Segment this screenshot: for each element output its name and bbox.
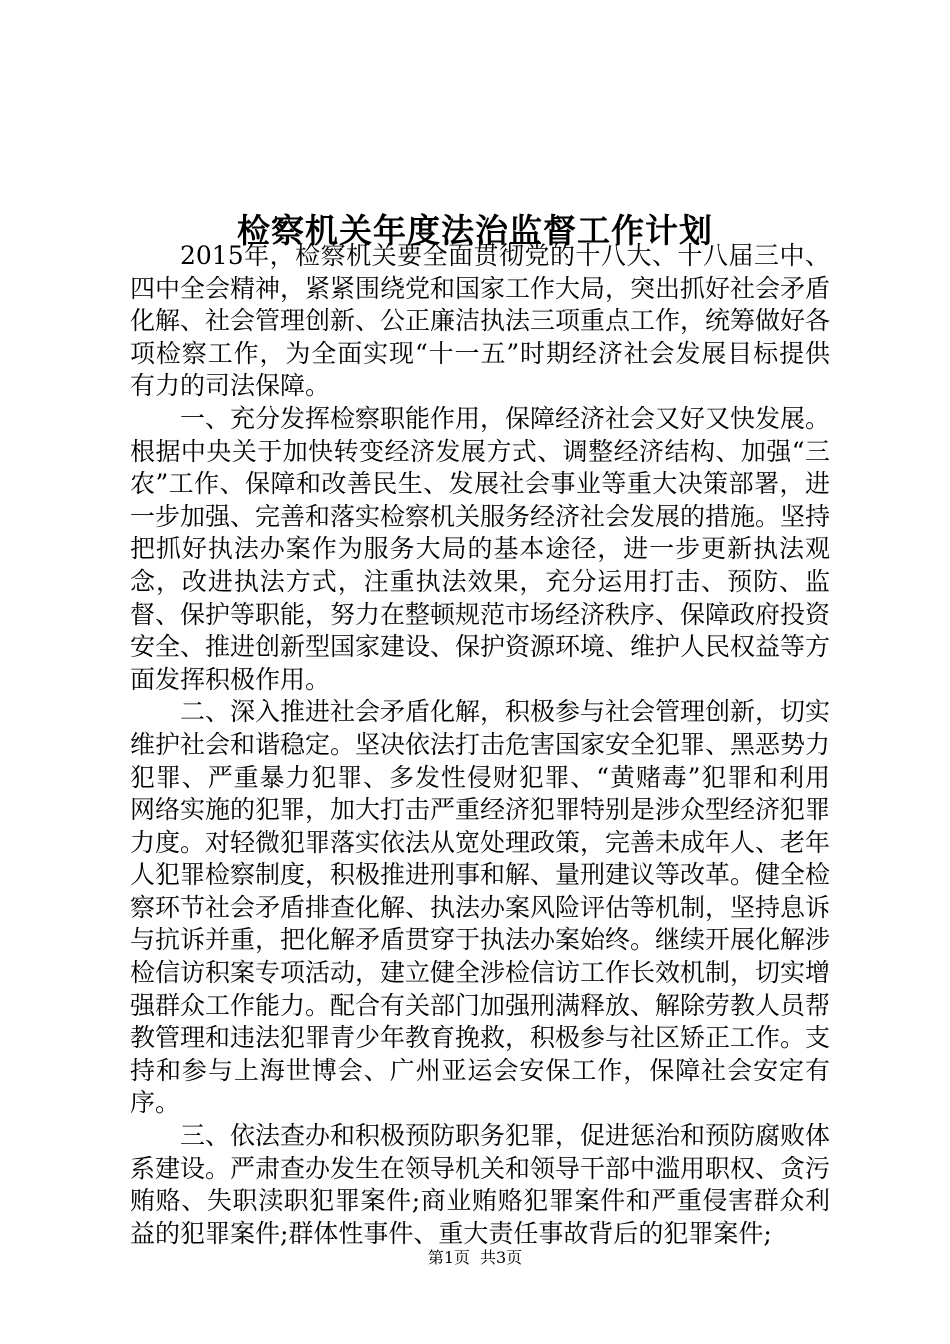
document-body	[130, 240, 830, 1250]
page-number: 第1页	[427, 1248, 470, 1267]
paragraph-section-1: 一、充分发挥检察职能作用，保障经济社会又好又快发展。根据中央关于加快转变经济发展方式、调整经济结构、加强“三农”工作、保障和改善民生、发展社会事业等重大决策部署，进一步加强、完善和落实检察机关服务经济社会发展的措施。坚持把抓好执法办案作为服务大局的基本途径，进一步更新执法观念，改进执法方式，注重执法效果，充分运用打击、预防、监督、保护等职能，努力在整顿规范市场经济秩序、保障政府投资安全、推进创新型国家建设、保护资源环境、维护人民权益等方面发挥积极作用。	[130, 403, 831, 694]
page-footer	[0, 1246, 950, 1270]
page-total: 共3页	[480, 1248, 523, 1267]
paragraph-intro: 2015年，检察机关要全面贯彻党的十八大、十八届三中、四中全会精神，紧紧围绕党和国家工作大局，突出抓好社会矛盾化解、社会管理创新、公正廉洁执法三项重点工作，统筹做好各项检察工作，为全面实现“十一五”时期经济社会发展目标提供有力的司法保障。	[130, 241, 831, 401]
paragraph-section-2: 二、深入推进社会矛盾化解，积极参与社会管理创新，切实维护社会和谐稳定。坚决依法打击危害国家安全犯罪、黑恶势力犯罪、严重暴力犯罪、多发性侵财犯罪、“黄赌毒”犯罪和利用网络实施的犯罪，加大打击严重经济犯罪特别是涉众型经济犯罪力度。对轻微犯罪落实依法从宽处理政策，完善未成年人、老年人犯罪检察制度，积极推进刑事和解、量刑建议等改革。健全检察环节社会矛盾排查化解、执法办案风险评估等机制，坚持息诉与抗诉并重，把化解矛盾贯穿于执法办案始终。继续开展化解涉检信访积案专项活动，建立健全涉检信访工作长效机制，切实增强群众工作能力。配合有关部门加强刑满释放、解除劳教人员帮教管理和违法犯罪青少年教育挽救，积极参与社区矫正工作。支持和参与上海世博会、广州亚运会安保工作，保障社会安定有序。	[130, 697, 831, 1118]
document-title: 检察机关年度法治监督工作计划	[237, 211, 713, 251]
paragraph-section-3: 三、依法查办和积极预防职务犯罪，促进惩治和预防腐败体系建设。严肃查办发生在领导机关和领导干部中滥用职权、贪污贿赂、失职渎职犯罪案件;商业贿赂犯罪案件和严重侵害群众利益的犯罪案件;群体性事件、重大责任事故背后的犯罪案件;	[130, 1121, 831, 1248]
